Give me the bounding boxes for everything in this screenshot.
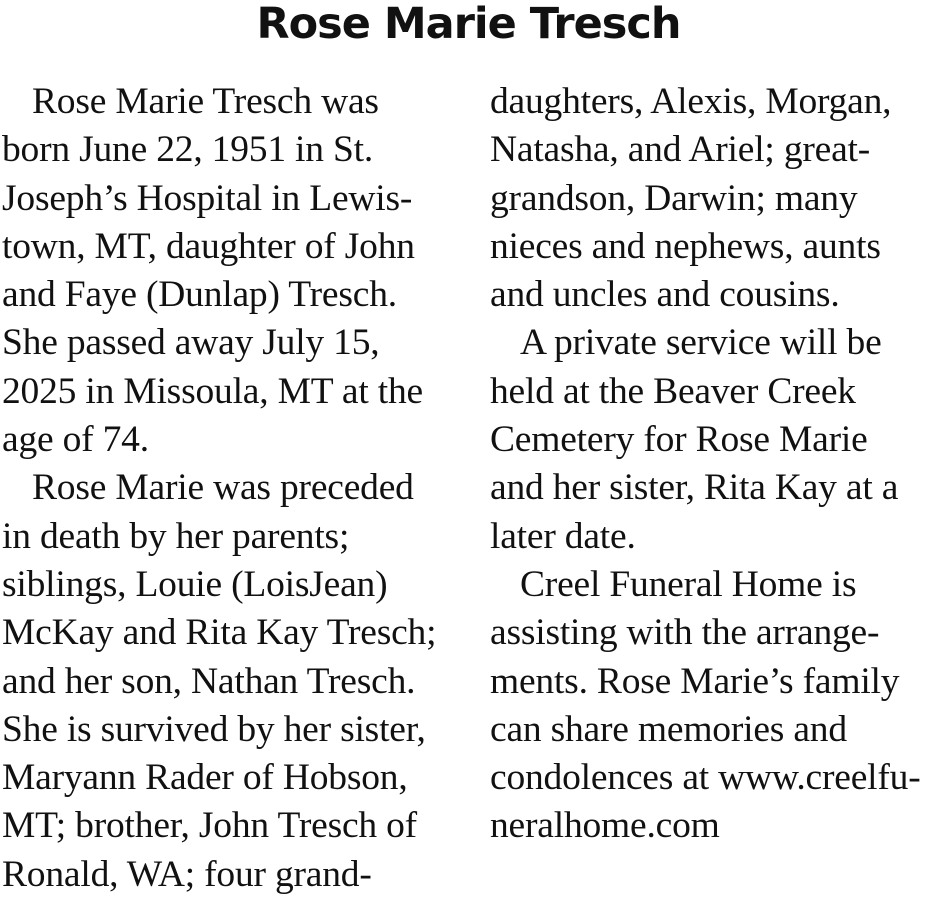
- text-line: Maryann Rader of Hobson,: [2, 757, 408, 799]
- text-line: in death by her parents;: [2, 515, 350, 557]
- text-line: She is survived by her sister,: [2, 708, 426, 750]
- text-line: age of 74.: [2, 419, 149, 461]
- text-line: Cemetery for Rose Marie: [490, 419, 868, 461]
- obituary-title: Rose Marie Tresch: [256, 0, 681, 49]
- text-line: and her sister, Rita Kay at a: [490, 467, 899, 509]
- text-line: Joseph’s Hospital in Lewis-: [2, 177, 413, 219]
- text-line: town, MT, daughter of John: [2, 225, 415, 267]
- text-line: ments. Rose Marie’s family: [490, 660, 900, 702]
- left-column: [2, 78, 452, 899]
- text-line: and her son, Nathan Tresch.: [2, 660, 416, 702]
- text-line: daughters, Alexis, Morgan,: [490, 81, 892, 122]
- text-line: Rose Marie Tresch was: [32, 81, 379, 122]
- text-line: assisting with the arrange-: [490, 612, 880, 654]
- right-column: [490, 78, 935, 851]
- text-line: later date.: [490, 515, 636, 557]
- text-line: Creel Funeral Home is: [520, 563, 857, 605]
- text-line: Natasha, and Ariel; great-: [490, 129, 871, 171]
- text-line: can share memories and: [490, 708, 847, 750]
- text-line: A private service will be: [520, 322, 882, 364]
- text-line: born June 22, 1951 in St.: [2, 129, 374, 171]
- text-line: siblings, Louie (LoisJean): [2, 563, 388, 605]
- text-line: She passed away July 15,: [2, 322, 380, 364]
- text-line: held at the Beaver Creek: [490, 370, 856, 412]
- text-line: Rose Marie was preceded: [32, 467, 414, 509]
- text-line: neralhome.com: [490, 805, 720, 847]
- text-line: grandson, Darwin; many: [490, 177, 858, 219]
- text-line: Ronald, WA; four grand-: [2, 853, 372, 895]
- text-line: nieces and nephews, aunts: [490, 225, 881, 267]
- text-line: condolences at www.creelfu-: [490, 757, 921, 799]
- text-line: and uncles and cousins.: [490, 274, 840, 316]
- text-line: 2025 in Missoula, MT at the: [2, 370, 423, 412]
- text-line: MT; brother, John Tresch of: [2, 805, 417, 847]
- text-line: and Faye (Dunlap) Tresch.: [2, 274, 397, 316]
- text-line: McKay and Rita Kay Tresch;: [2, 612, 437, 654]
